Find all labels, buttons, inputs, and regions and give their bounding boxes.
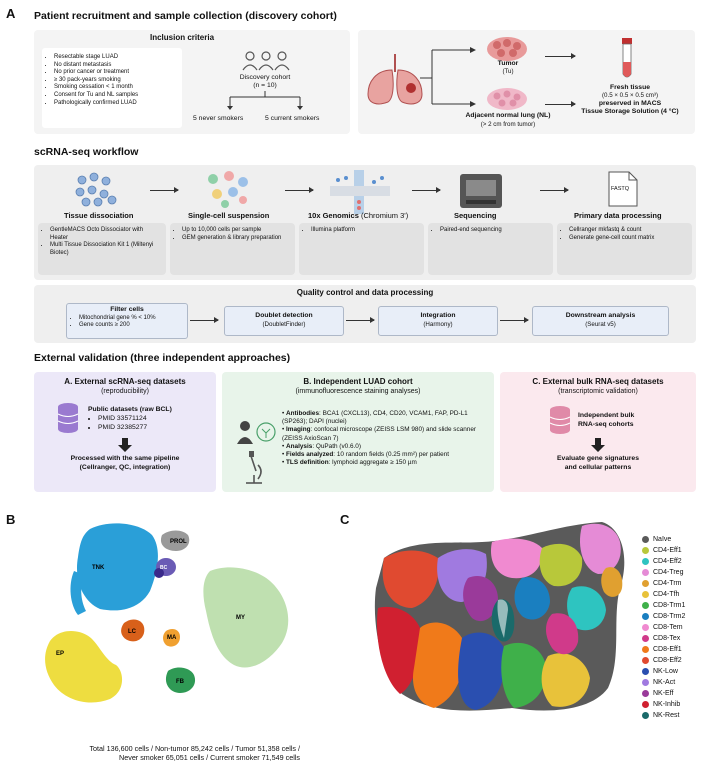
ext-a-title: A. External scRNA-seq datasets	[64, 377, 186, 386]
down-arrow-icon	[591, 438, 605, 452]
doublet-card	[224, 306, 344, 336]
qc-arrow	[500, 320, 528, 321]
pmid-item: • PMID 33571124	[98, 415, 147, 424]
legend-swatch	[642, 591, 649, 598]
step-title-10x	[308, 212, 408, 221]
cohort-label: Discovery cohort	[239, 74, 291, 81]
cluster-label-lc: LC	[128, 629, 136, 635]
legend-label: CD8-Tem	[653, 624, 683, 631]
ext-c-title: C. External bulk RNA-seq datasets	[532, 377, 664, 386]
legend-label: Naïve	[653, 536, 672, 543]
criterion: • Pathologically confirmed LUAD	[54, 100, 182, 108]
external-title: External validation (three independent approaches)	[34, 352, 291, 364]
legend-label: NK-Low	[653, 668, 678, 675]
tissue-dissociation-icon	[72, 170, 120, 208]
fresh-tissue-label: Fresh tissue	[609, 84, 651, 91]
step-arrow	[540, 190, 568, 191]
fresh-tissue-size: (0.5 × 0.5 × 0.5 cm³)	[601, 92, 659, 99]
chromium-chip-icon	[330, 170, 390, 214]
ext-b-item-key: Antibodies	[286, 410, 320, 417]
caption-line1: Total 136,600 cells / Non-tumor 85,242 cells / Tumor 51,358 cells /	[89, 744, 300, 753]
ext-b-item-val: : BCA1 (CXCL13), CD4, CD20, VCAM1, FAP, PD-L1 (SP263); DAPI (nuclei)	[282, 410, 468, 426]
legend-item	[642, 567, 685, 578]
tube-icon	[620, 38, 634, 80]
ext-b-title: B. Independent LUAD cohort	[303, 377, 413, 386]
step-card-processing	[557, 223, 692, 275]
step-arrow	[412, 190, 440, 191]
step-title-suspension: Single-cell suspension	[188, 211, 270, 220]
legend-label: CD8-Trm2	[653, 613, 686, 620]
filter-cells-card	[66, 303, 188, 339]
workflow-title: scRNA-seq workflow	[34, 146, 139, 158]
legend-swatch	[642, 547, 649, 554]
cohort-split-arrows	[210, 91, 320, 111]
legend-label: NK-Act	[653, 679, 676, 686]
step-arrow	[150, 190, 178, 191]
legend-swatch	[642, 668, 649, 675]
legend-swatch	[642, 558, 649, 565]
panel-letter-b: B	[6, 512, 16, 527]
ext-b-item-key: Fields analyzed	[286, 451, 334, 459]
legend-label: CD8-Eff2	[653, 657, 682, 664]
legend-swatch	[642, 690, 649, 697]
cluster-label-fb: FB	[176, 679, 184, 685]
ext-b-item-key: Imaging	[286, 426, 311, 434]
tumor-to-tube-arrow	[545, 56, 575, 57]
legend-label: CD4-Trm	[653, 580, 682, 587]
step-arrow	[285, 190, 313, 191]
single-cell-icon	[203, 170, 253, 208]
criterion: • ≥ 30 pack-years smoking	[54, 77, 182, 85]
ext-c-result1: Evaluate gene signatures	[557, 455, 639, 462]
cluster-blob-tnk	[77, 523, 158, 610]
cluster-label-ep: EP	[56, 651, 65, 657]
cluster-label-prol: PROL	[170, 539, 187, 545]
step-title-dissociation: Tissue dissociation	[64, 211, 134, 220]
step-item: • GentleMACS Octo Dissociator with Heater	[50, 227, 162, 242]
caption-line2: Never smoker 65,051 cells / Current smoker 71,549 cells	[119, 753, 300, 762]
fresh-tissue-preserve: preserved in MACS	[598, 100, 662, 107]
doublet-sub: (DoubletFinder)	[262, 320, 306, 328]
legend-item	[642, 534, 685, 545]
ext-a-result2: (Cellranger, QC, integration)	[79, 464, 171, 471]
qc-title: Quality control and data processing	[296, 288, 434, 297]
cell-count-caption	[10, 744, 300, 762]
integration-title: Integration	[420, 312, 456, 319]
fastq-label: FASTQ	[611, 186, 630, 192]
legend-swatch	[642, 569, 649, 576]
legend-item	[642, 677, 685, 688]
legend-item	[642, 688, 685, 699]
microscope-icon	[242, 451, 266, 485]
step-item: • Paired-end sequencing	[440, 227, 549, 235]
ext-b-item-val: : 10 random fields (0.25 mm²) per patient	[333, 451, 450, 459]
sample-branch-arrows	[420, 44, 482, 114]
legend-item	[642, 556, 685, 567]
legend-item	[642, 545, 685, 556]
ext-b-item-val: : QuPath (v0.6.0)	[312, 442, 361, 450]
ext-c-sub: (transcriptomic validation)	[558, 388, 638, 395]
normal-sub: (> 2 cm from tumor)	[480, 121, 536, 128]
step-title-10x-name: 10x Genomics	[308, 211, 359, 220]
legend-swatch	[642, 624, 649, 631]
legend-swatch	[642, 580, 649, 587]
legend-swatch	[642, 712, 649, 719]
cluster-blob-ep	[45, 631, 122, 703]
legend-label: CD4-Eff1	[653, 547, 682, 554]
ext-b-item-key: TLS definition	[286, 459, 329, 467]
criterion: • Resectable stage LUAD	[54, 54, 182, 62]
legend-swatch	[642, 536, 649, 543]
integration-sub: (Harmony)	[423, 320, 453, 328]
ext-b-list	[282, 410, 488, 467]
ext-b-item-val: : lymphoid aggregate ≥ 150 µm	[328, 459, 417, 467]
tumor-abbr: (Tu)	[502, 68, 514, 75]
panel-letter-a: A	[6, 6, 16, 21]
legend-label: CD4-Eff2	[653, 558, 682, 565]
recruitment-title: Patient recruitment and sample collection (discovery cohort)	[34, 10, 337, 22]
ext-c-bulk2: RNA-seq cohorts	[578, 421, 634, 428]
legend-swatch	[642, 657, 649, 664]
cluster-blob-my	[203, 567, 288, 667]
normal-tissue-icon	[485, 86, 529, 112]
step-item: • Illumina platform	[311, 227, 420, 235]
ext-b-item: • Fields analyzed: 10 random fields (0.25 mm²) per patient	[282, 451, 450, 459]
pmid-item: • PMID 32385277	[98, 424, 147, 433]
legend-swatch	[642, 701, 649, 708]
normal-label: Adjacent normal lung (NL)	[465, 112, 551, 119]
legend-label: CD4-Treg	[653, 569, 684, 576]
legend-label: NK-Eff	[653, 690, 674, 697]
legend-swatch	[642, 613, 649, 620]
step-title-sequencing: Sequencing	[454, 211, 497, 220]
lung-icon	[364, 52, 426, 108]
legend-label: CD8-Trm1	[653, 602, 686, 609]
ext-b-item: • Antibodies: BCA1 (CXCL13), CD4, CD20, VCAM1, FAP, PD-L1 (SP263); DAPI (nuclei)	[282, 410, 468, 426]
filter-cells-title: Filter cells	[110, 306, 144, 313]
doublet-title: Doublet detection	[255, 312, 313, 319]
ext-b-item: • Analysis: QuPath (v0.6.0)	[282, 442, 361, 450]
legend-item	[642, 699, 685, 710]
qc-arrow	[346, 320, 374, 321]
ext-a-result1: Processed with the same pipeline	[70, 455, 180, 462]
filter-item: • Mitochondrial gene % < 10%	[79, 315, 187, 323]
criteria-list	[42, 48, 182, 107]
cluster-label-ma: MA	[167, 635, 177, 641]
criteria-card	[42, 48, 182, 128]
people-icon	[240, 50, 292, 72]
legend-item	[642, 655, 685, 666]
legend-swatch	[642, 602, 649, 609]
umap-panel-c	[372, 518, 634, 716]
cluster-label-tnk: TNK	[92, 565, 105, 571]
sequencer-icon	[458, 170, 504, 210]
ext-c-bulk1: Independent bulk	[578, 412, 635, 419]
panel-letter-c: C	[340, 512, 350, 527]
ext-b-sub: (immunofluorescence staining analyses)	[295, 388, 421, 395]
legend-item	[642, 710, 685, 721]
down-arrow-icon	[118, 438, 132, 452]
ext-a-sub: (reproducibility)	[101, 388, 149, 395]
legend-label: CD8-Tex	[653, 635, 681, 642]
current-smokers: 5 current smokers	[265, 115, 320, 122]
downstream-title: Downstream analysis	[565, 312, 636, 319]
criterion: • No distant metastasis	[54, 62, 182, 70]
integration-card	[378, 306, 498, 336]
step-title-10x-suffix: (Chromium 3')	[358, 211, 409, 220]
step-item: • Cellranger mkfastq & count	[569, 227, 688, 235]
patient-icon	[236, 420, 276, 446]
ext-c-result2: and cellular patterns	[564, 464, 632, 471]
legend-label: CD8-Eff1	[653, 646, 682, 653]
legend-label: NK-Rest	[653, 712, 680, 719]
legend-swatch	[642, 679, 649, 686]
never-smokers: 5 never smokers	[193, 115, 244, 122]
legend-swatch	[642, 646, 649, 653]
ext-b-item: • Imaging: confocal microscope (ZEISS LSM 980) and slide scanner (ZEISS AxioScan 7)	[282, 426, 477, 442]
criterion: • Smoking cessation < 1 month	[54, 84, 182, 92]
fresh-tissue-solution: Tissue Storage Solution (4 °C)	[581, 108, 679, 115]
cohort-n: (n = 10)	[253, 82, 277, 89]
cluster-label-bc: BC	[160, 565, 168, 571]
step-item: • Up to 10,000 cells per sample	[182, 227, 291, 235]
step-title-processing: Primary data processing	[574, 211, 662, 220]
step-card-suspension	[170, 223, 295, 275]
criterion: • Consent for Tu and NL samples	[54, 92, 182, 100]
ext-b-item-val: : confocal microscope (ZEISS LSM 980) and slide scanner (ZEISS AxioScan 7)	[282, 426, 477, 442]
qc-arrow	[190, 320, 218, 321]
subcluster-legend	[642, 534, 685, 721]
bulk-database-icon	[548, 405, 572, 435]
legend-label: CD4-Tfh	[653, 591, 680, 598]
database-icon	[56, 402, 80, 434]
legend-label: NK-Inhib	[653, 701, 681, 708]
step-item: • Multi Tissue Dissociation Kit 1 (Miltenyi Biotec)	[50, 242, 162, 257]
tumor-label: Tumor	[497, 60, 519, 67]
legend-item	[642, 600, 685, 611]
legend-item	[642, 578, 685, 589]
legend-item	[642, 589, 685, 600]
pmid-list	[88, 415, 147, 432]
legend-item	[642, 666, 685, 677]
step-item: • Generate gene-cell count matrix	[569, 235, 688, 243]
legend-item	[642, 633, 685, 644]
step-item: • GEM generation & library preparation	[182, 235, 291, 243]
legend-item	[642, 644, 685, 655]
tumor-tissue-icon	[485, 35, 529, 63]
downstream-sub: (Seurat v5)	[585, 320, 616, 328]
ext-b-item-key: Analysis	[286, 442, 313, 450]
inclusion-heading: Inclusion criteria	[150, 33, 215, 42]
downstream-card	[532, 306, 669, 336]
umap-panel-b	[30, 515, 320, 740]
ext-a-pub: Public datasets (raw BCL)	[88, 406, 172, 413]
legend-item	[642, 611, 685, 622]
step-card-dissociation	[38, 223, 166, 275]
cluster-label-my: MY	[236, 615, 245, 621]
ext-b-item: • TLS definition: lymphoid aggregate ≥ 150 µm	[282, 459, 417, 467]
filter-item: • Gene counts ≥ 200	[79, 322, 187, 330]
step-card-sequencing	[428, 223, 553, 275]
step-card-10x	[299, 223, 424, 275]
criterion: • No prior cancer or treatment	[54, 69, 182, 77]
legend-swatch	[642, 635, 649, 642]
legend-item	[642, 622, 685, 633]
